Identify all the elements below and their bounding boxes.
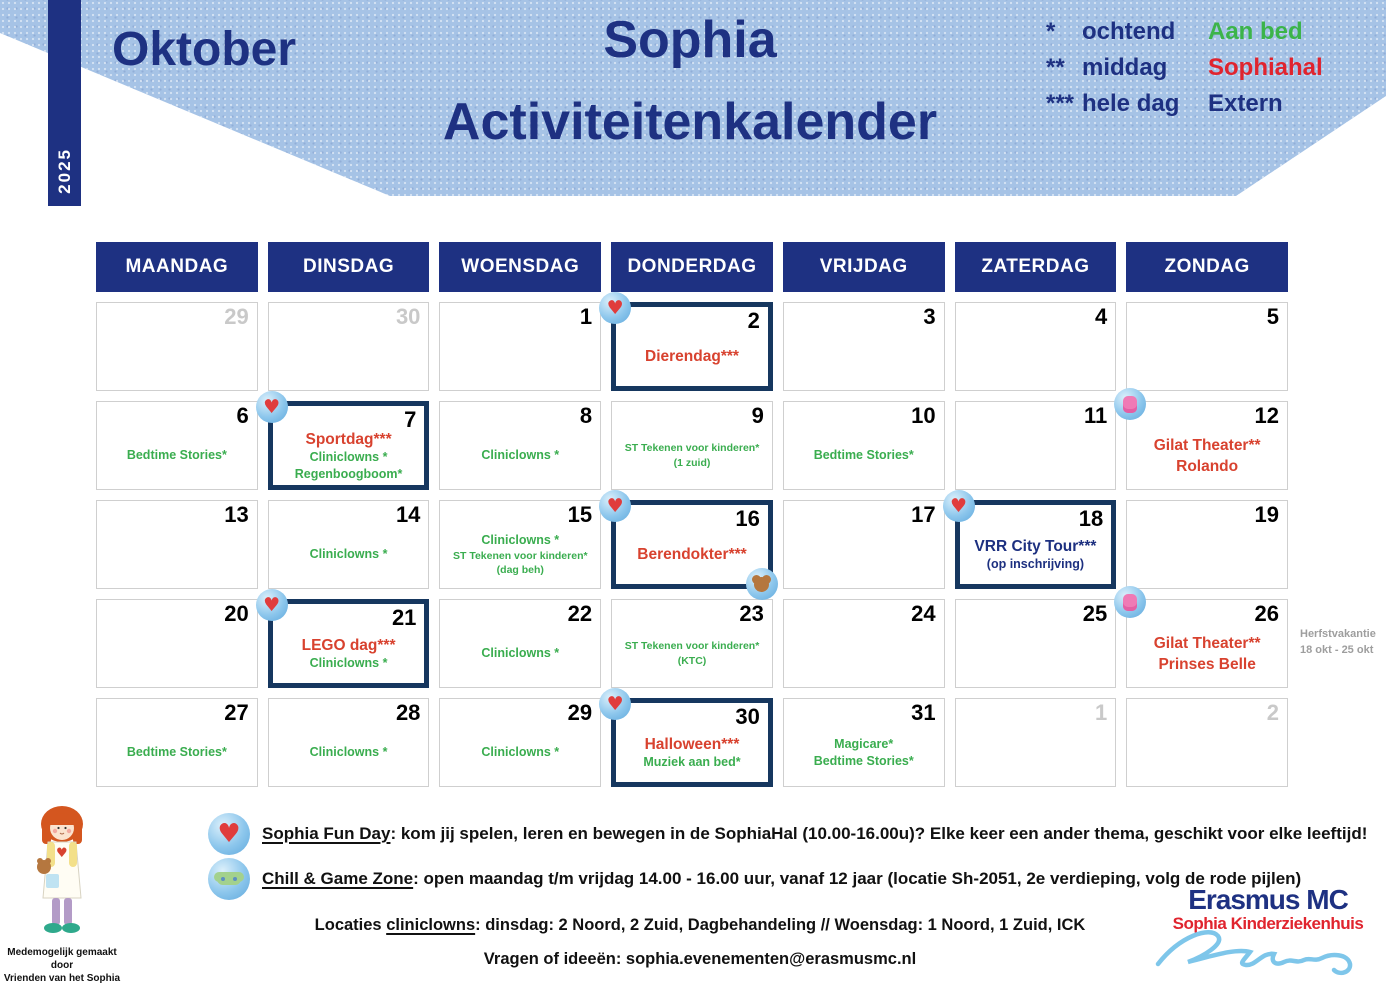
day-number: 6 [236, 403, 249, 428]
holiday-note-line2: 18 okt - 25 okt [1300, 643, 1374, 656]
event-label: Bedtime Stories* [813, 448, 914, 463]
teddy-bear-icon [754, 577, 769, 592]
event-label: Cliniclowns * [481, 745, 560, 760]
event-label: Rolando [1176, 457, 1239, 475]
day-events [614, 426, 770, 486]
day-events [786, 723, 942, 783]
day-cell-10 [783, 401, 945, 490]
day-cell-27 [96, 698, 258, 787]
event-label: Gilat Theater** [1153, 437, 1261, 455]
day-events [786, 426, 942, 486]
heart-icon: ♥ [606, 494, 624, 517]
sophia-fun-day-icon [256, 391, 288, 423]
day-cell-26 [1126, 599, 1288, 688]
weekday-header-donderdag: DONDERDAG [611, 242, 773, 292]
day-number: 29 [224, 304, 249, 329]
day-events [618, 727, 766, 779]
legend-symbol: *** [1046, 90, 1075, 117]
day-events [99, 426, 255, 486]
legend-label: ochtend [1082, 18, 1176, 45]
day-cell-31 [783, 698, 945, 787]
weekday-header-woensdag: WOENSDAG [439, 242, 601, 292]
day-cell-25 [955, 599, 1117, 688]
legend-symbol: ** [1046, 54, 1065, 81]
legend-location-extern: Extern [1208, 90, 1283, 117]
game-zone-legend [208, 858, 1301, 900]
day-cell-6 [96, 401, 258, 490]
day-events [1129, 624, 1285, 684]
legend-time-row [1046, 18, 1179, 54]
day-events [442, 624, 598, 684]
day-number: 27 [224, 700, 249, 725]
day-number: 19 [1254, 502, 1279, 527]
heart-icon: ♥ [263, 593, 281, 616]
event-label: Cliniclowns * [309, 450, 388, 465]
day-cell-3 [783, 302, 945, 391]
legend-locations [1208, 18, 1323, 126]
day-number: 31 [911, 700, 936, 725]
month-title: Oktober [112, 23, 297, 76]
legend-label: hele dag [1082, 90, 1180, 117]
fun-day-legend [208, 813, 1367, 855]
event-label: Berendokter*** [637, 546, 747, 564]
day-cell-11 [955, 401, 1117, 490]
day-events [271, 723, 427, 783]
day-events [614, 624, 770, 684]
sophia-fun-day-icon [599, 688, 631, 720]
event-label: Cliniclowns * [309, 547, 388, 562]
event-label: Cliniclowns * [481, 448, 560, 463]
day-number: 3 [923, 304, 936, 329]
game-zone-title: Chill & Game Zone [262, 869, 414, 888]
day-number: 29 [567, 700, 593, 725]
day-number: 18 [1078, 506, 1104, 531]
fun-day-text [262, 824, 1367, 844]
page-title-line1: Sophia [603, 11, 777, 69]
sophia-fun-day-icon [943, 490, 975, 522]
day-number: 30 [395, 304, 421, 329]
day-number: 10 [911, 403, 936, 428]
credit-line2: Vrienden van het Sophia [3, 973, 121, 984]
day-cell-29 [439, 698, 601, 787]
event-label: ST Tekenen voor kinderen* [452, 549, 588, 562]
day-number: 23 [739, 601, 764, 626]
day-cell-1 [439, 302, 601, 391]
event-label: (KTC) [677, 654, 707, 667]
day-number: 25 [1082, 601, 1108, 626]
day-cell-12 [1126, 401, 1288, 490]
day-cell-13 [96, 500, 258, 589]
credit-line1: Medemogelijk gemaakt door [7, 947, 117, 971]
cliniclowns-locations-text [250, 916, 1150, 935]
day-cell-15 [439, 500, 601, 589]
theater-mask-icon [1123, 594, 1137, 611]
day-number: 28 [395, 700, 421, 725]
day-number: 11 [1084, 403, 1108, 428]
day-cell-2 [606, 296, 773, 391]
event-label: Regenboogboom* [294, 466, 403, 481]
day-events [618, 529, 766, 581]
contact-email-line[interactable]: Vragen of ideeën: sophia.evenementen@erasmusmc.nl [483, 950, 917, 968]
day-number: 8 [579, 403, 593, 428]
day-cell-22 [439, 599, 601, 688]
year-label: 2025 [54, 148, 74, 194]
day-number: 13 [224, 502, 249, 527]
heart-icon: ♥ [217, 819, 241, 849]
day-cell-20 [96, 599, 258, 688]
day-number: 12 [1254, 403, 1279, 428]
legend-label: middag [1082, 54, 1168, 81]
day-cell-28 [268, 698, 430, 787]
event-label: (dag beh) [496, 563, 544, 576]
day-number: 22 [567, 601, 593, 626]
game-zone-description: : open maandag t/m vrijdag 14.00 - 16.00 uur, vanaf 12 jaar (locatie Sh-2051, 2e verdieping, volg de rode pijlen) [413, 869, 1302, 888]
sophia-mascot-illustration [22, 800, 102, 945]
day-cell-4 [955, 302, 1117, 391]
event-label: Cliniclowns * [309, 745, 388, 760]
legend-location-sophiahal: Sophiahal [1208, 54, 1323, 81]
heart-icon: ♥ [606, 296, 624, 319]
day-cell-1 [955, 698, 1117, 787]
chill-game-zone-icon [208, 858, 250, 900]
day-events [442, 426, 598, 486]
day-cell-9 [611, 401, 773, 490]
day-number: 21 [391, 605, 417, 630]
event-label: Gilat Theater** [1153, 635, 1261, 653]
day-number: 7 [404, 407, 417, 432]
legend-times [1046, 18, 1179, 126]
gilat-theater-mask-icon [1114, 388, 1146, 420]
day-number: 5 [1266, 304, 1279, 329]
heart-icon: ♥ [606, 692, 624, 715]
day-events [271, 525, 427, 585]
event-label: Bedtime Stories* [813, 753, 914, 768]
berendokter-teddy-icon [746, 568, 778, 600]
day-number: 2 [1266, 700, 1279, 725]
event-label: (1 zuid) [673, 456, 711, 469]
event-label: LEGO dag*** [301, 637, 396, 654]
sophia-fun-day-icon [599, 490, 631, 522]
legend-location-aan-bed: Aan bed [1208, 18, 1303, 45]
day-cell-29 [96, 302, 258, 391]
game-controller-icon [217, 873, 241, 885]
cliniclowns-prefix: Locaties [314, 916, 387, 934]
weekday-header-zondag: ZONDAG [1126, 242, 1288, 292]
sophia-fun-day-icon [256, 589, 288, 621]
heart-icon: ♥ [950, 494, 968, 517]
calendar-grid [96, 242, 1288, 787]
day-number: 9 [751, 403, 764, 428]
day-number: 30 [735, 704, 760, 729]
event-label: Cliniclowns * [481, 646, 560, 661]
day-cell-18 [950, 494, 1117, 589]
sophia-fun-day-icon [599, 292, 631, 324]
weekday-header-dinsdag: DINSDAG [268, 242, 430, 292]
day-events [275, 430, 423, 482]
erasmus-signature-scribble [1152, 922, 1382, 982]
day-cell-17 [783, 500, 945, 589]
day-number: 2 [747, 308, 760, 333]
day-number: 15 [567, 502, 593, 527]
cliniclowns-word: cliniclowns [386, 916, 476, 934]
gilat-theater-mask-icon [1114, 586, 1146, 618]
day-number: 16 [735, 506, 760, 531]
day-number: 1 [1095, 700, 1108, 725]
holiday-note-line1: Herfstvakantie [1300, 628, 1376, 640]
event-label: Muziek aan bed* [643, 755, 741, 770]
day-number: 17 [911, 502, 936, 527]
weekday-header-maandag: MAANDAG [96, 242, 258, 292]
day-events [1129, 426, 1285, 486]
sophia-fun-day-icon [208, 813, 250, 855]
day-cell-30 [268, 302, 430, 391]
weekday-header-vrijdag: VRIJDAG [783, 242, 945, 292]
holiday-note [1300, 627, 1376, 659]
day-cell-14 [268, 500, 430, 589]
day-number: 14 [395, 502, 421, 527]
event-label: Magicare* [834, 736, 894, 751]
day-events [442, 525, 598, 585]
day-cell-5 [1126, 302, 1288, 391]
event-label: VRR City Tour*** [974, 538, 1097, 555]
day-events [99, 723, 255, 783]
credit-text [2, 946, 122, 985]
day-cell-24 [783, 599, 945, 688]
event-label: Bedtime Stories* [126, 448, 227, 463]
day-number: 1 [579, 304, 593, 329]
day-events [618, 331, 766, 383]
heart-icon: ♥ [263, 395, 281, 418]
event-label: Sportdag*** [305, 430, 392, 448]
logo-erasmus-mc: Erasmus MC [1188, 884, 1348, 915]
theater-mask-icon [1123, 396, 1137, 413]
legend-symbol: * [1046, 18, 1056, 45]
day-number: 26 [1254, 601, 1279, 626]
day-cell-30 [606, 692, 773, 787]
event-label: Dierendag*** [645, 348, 739, 366]
fun-day-description: : kom jij spelen, leren en bewegen in de SophiaHal (10.00-16.00u)? Elke keer een ander thema, geschikt voor elke leeftijd! [390, 824, 1368, 843]
weekday-header-zaterdag: ZATERDAG [955, 242, 1117, 292]
day-cell-23 [611, 599, 773, 688]
day-cell-7 [263, 395, 430, 490]
fun-day-title: Sophia Fun Day [262, 824, 391, 843]
day-number: 24 [911, 601, 936, 626]
legend-time-row [1046, 54, 1179, 90]
event-label: Cliniclowns * [481, 533, 560, 548]
event-label: Halloween*** [644, 736, 740, 753]
cliniclowns-details: : dinsdag: 2 Noord, 2 Zuid, Dagbehandeling // Woensdag: 1 Noord, 1 Zuid, ICK [475, 916, 1086, 934]
svg-text:♥: ♥ [56, 846, 68, 861]
day-cell-8 [439, 401, 601, 490]
legend-time-row [1046, 90, 1179, 126]
event-label: ST Tekenen voor kinderen* [624, 442, 760, 455]
day-number: 4 [1095, 304, 1108, 329]
day-cell-19 [1126, 500, 1288, 589]
day-cell-21 [263, 593, 430, 688]
event-label: (op inschrijving) [986, 557, 1085, 572]
event-label: Prinses Belle [1158, 655, 1256, 673]
year-bar [48, 0, 81, 206]
day-events [962, 529, 1110, 581]
day-events [442, 723, 598, 783]
event-label: Cliniclowns * [309, 656, 388, 671]
event-label: Bedtime Stories* [126, 745, 227, 760]
day-number: 20 [224, 601, 249, 626]
day-events [275, 628, 423, 680]
page-title-line2: Activiteitenkalender [442, 93, 938, 151]
day-cell-2 [1126, 698, 1288, 787]
game-zone-text [262, 869, 1301, 889]
logo-sophia-kinderziekenhuis: Sophia Kinderziekenhuis [1172, 914, 1364, 933]
event-label: ST Tekenen voor kinderen* [624, 640, 760, 653]
day-cell-16 [606, 494, 773, 589]
